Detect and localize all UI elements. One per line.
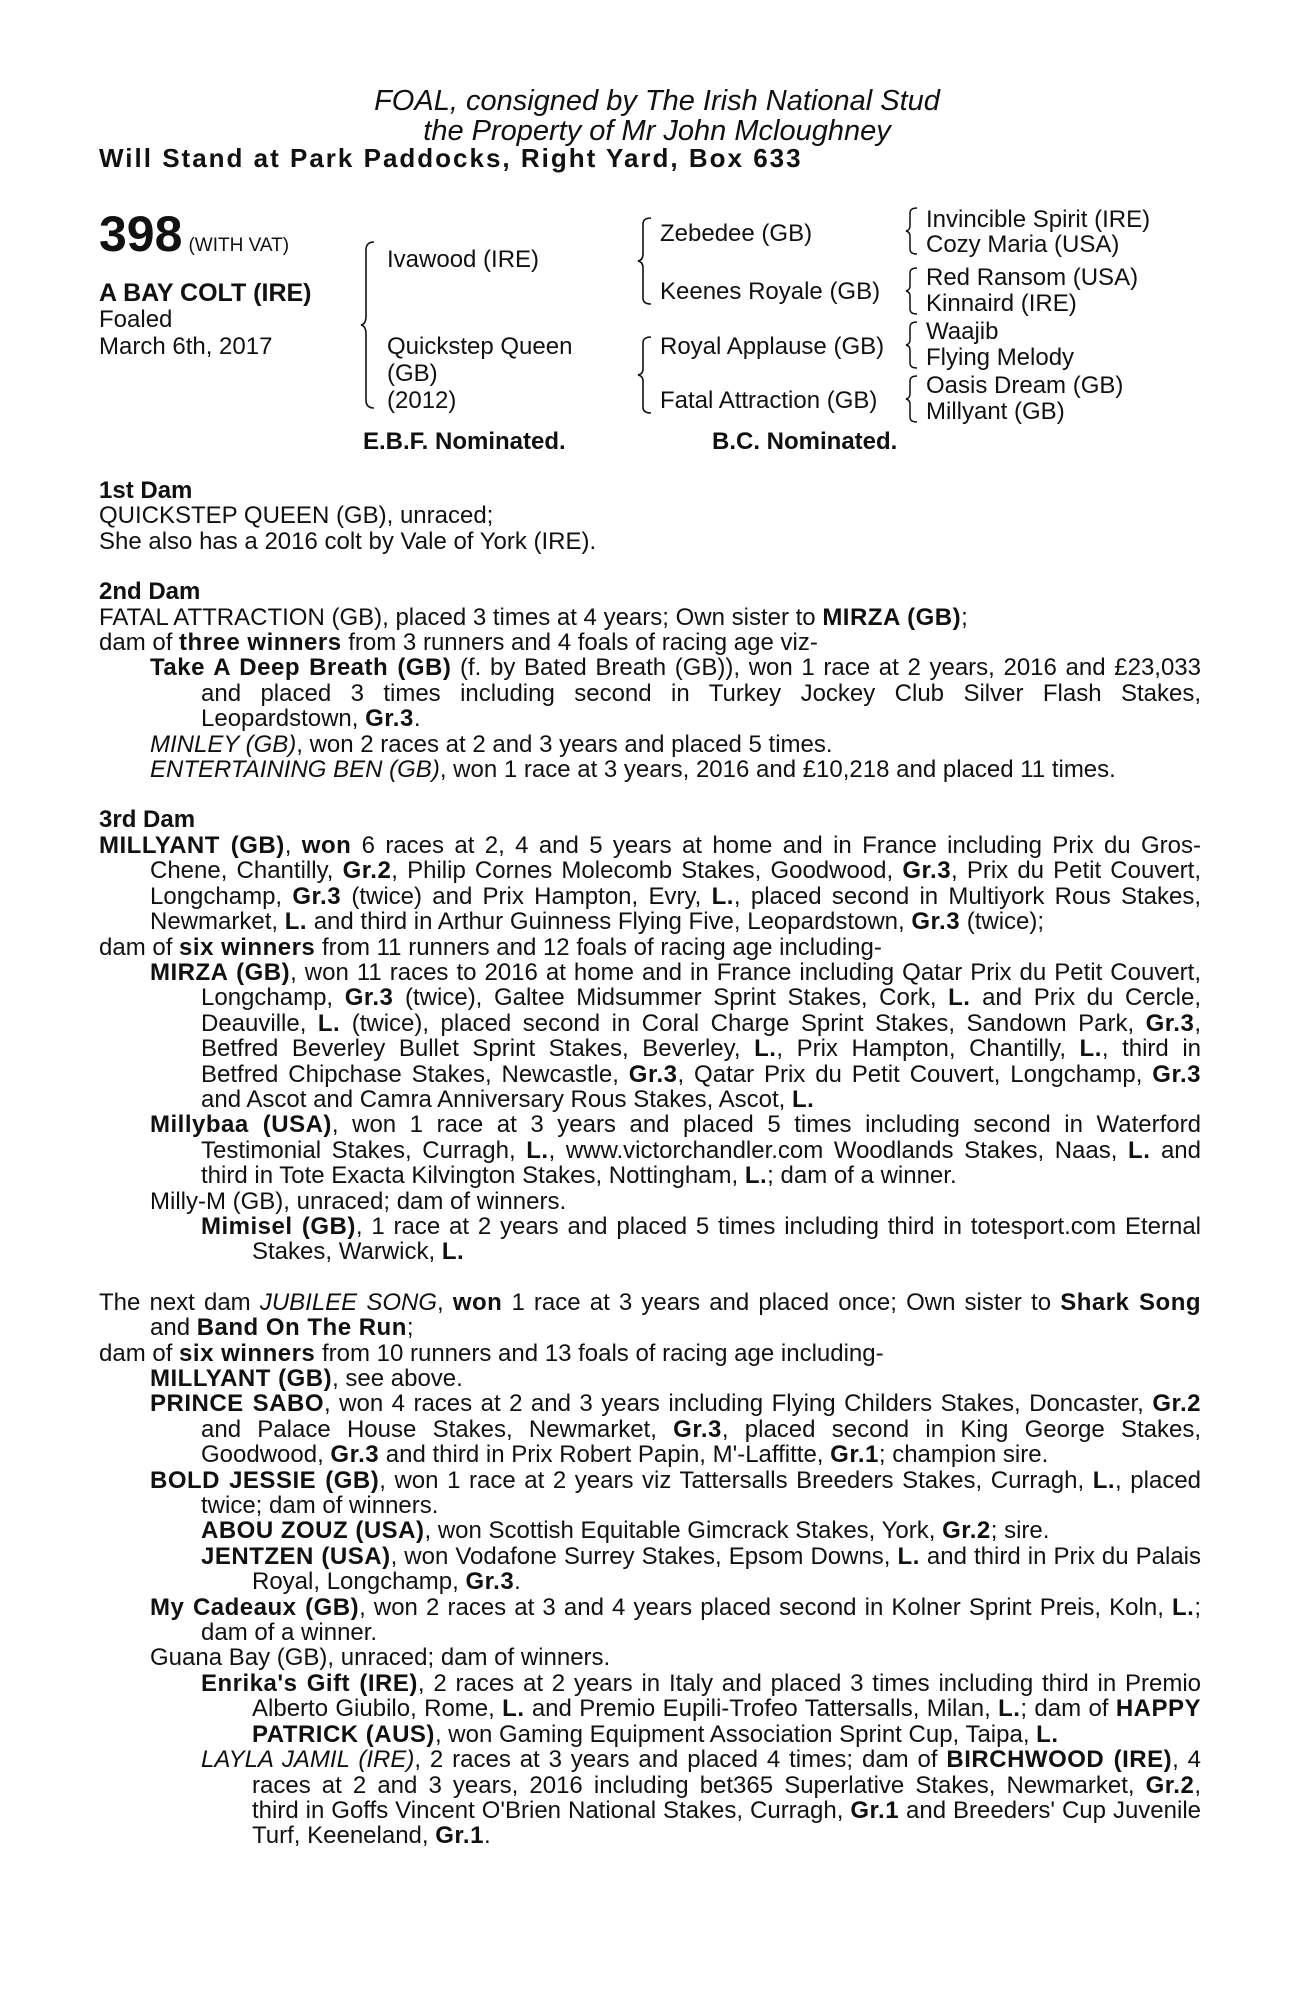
- ebf-nominated: E.B.F. Nominated.: [363, 428, 566, 455]
- produce-minley: MINLEY (GB), won 2 races at 2 and 3 years and placed 5 times.: [150, 730, 833, 758]
- gen3-dsd: Flying Melody: [926, 344, 1075, 371]
- dam-name-line1: Quickstep Queen: [387, 333, 573, 360]
- brace-ds: [905, 320, 921, 370]
- produce-entertaining-ben: ENTERTAINING BEN (GB), won 1 race at 3 years, 2016 and £10,218 and placed 11 times.: [150, 756, 1116, 784]
- produce-my-cadeaux: My Cadeaux (GB), won 2 races at 3 and 4 years placed second in Kolner Sprint Preis, Koln, L.; dam of a winner.: [150, 1593, 1201, 1647]
- second-dam-line1: FATAL ATTRACTION (GB), placed 3 times at 4 years; Own sister to MIRZA (GB);: [99, 603, 968, 631]
- dam-dam: Fatal Attraction (GB): [660, 387, 878, 414]
- sire-name: Ivawood (IRE): [387, 246, 540, 273]
- produce-prince-sabo: PRINCE SABO, won 4 races at 2 and 3 years including Flying Childers Stakes, Doncaster, Gr.2 and Palace House Stakes, Newmarket, Gr.3, placed second in King George Stakes, Goodwood, Gr.3 and third in Prix Robert Papin, M'-Laffitte, Gr.1; champion sire.: [150, 1390, 1202, 1469]
- produce-take-a-deep-breath: Take A Deep Breath (GB) (f. by Bated Breath (GB)), won 1 race at 2 years, 2016 and £23,033 and placed 3 times including second in Turkey Jockey Club Silver Flash Stakes, Leopardstown, Gr.3.: [150, 654, 1202, 733]
- pedigree-brace-sire-side: [637, 216, 657, 306]
- produce-mirza: MIRZA (GB), won 11 races to 2016 at home and in France including Qatar Prix du Petit Couvert, Longchamp, Gr.3 (twice), Galtee Midsummer Sprint Stakes, Cork, L. and Prix du Cercle, Deauville, L. (twice), placed second in Coral Charge Sprint Stakes, Sandown Park, Gr.3, Betfred Beverley Bullet Sprint Stakes, Beverley, L., Prix Hampton, Chantilly, L., third in Betfred Chipchase Stakes, Newcastle, Gr.3, Qatar Prix du Petit Couvert, Longchamp, Gr.3 and Ascot and Camra Anniversary Rous Stakes, Ascot, L.: [150, 958, 1201, 1113]
- brace-ss: [905, 206, 921, 256]
- consignor-line: FOAL, consigned by The Irish National Stud: [374, 85, 940, 117]
- next-dam-section: [99, 1290, 1201, 1849]
- third-dam-produce-summary: dam of six winners from 11 runners and 12 foals of racing age including-: [99, 933, 882, 961]
- produce-millyant: MILLYANT (GB), see above.: [150, 1365, 463, 1392]
- first-dam-section: [99, 478, 1201, 554]
- foaled-label: Foaled: [99, 306, 173, 333]
- first-dam-line1: QUICKSTEP QUEEN (GB), unraced;: [99, 502, 494, 530]
- pedigree-brace-dam-side: [637, 335, 657, 415]
- gen3-dds: Oasis Dream (GB): [926, 372, 1124, 399]
- gen3-dss: Waajib: [926, 318, 999, 345]
- gen3-ddd: Millyant (GB): [926, 398, 1065, 425]
- second-dam-section: [99, 579, 1201, 782]
- produce-layla-jamil: LAYLA JAMIL (IRE), 2 races at 3 years and placed 4 times; dam of BIRCHWOOD (IRE), 4 races at 2 and 3 years, 2016 including bet365 Superlative Stakes, Newmarket, Gr.2, third in Goffs Vincent O'Brien National Stakes, Curragh, Gr.1 and Breeders' Cup Juvenile Turf, Keeneland, Gr.1.: [201, 1746, 1202, 1850]
- first-dam-heading: 1st Dam: [99, 477, 193, 504]
- sire-dam: Keenes Royale (GB): [660, 278, 881, 305]
- second-dam-line2: dam of three winners from 3 runners and 4 foals of racing age viz-: [99, 629, 818, 657]
- vat-label: (WITH VAT): [188, 235, 290, 256]
- produce-abou-zouz: ABOU ZOUZ (USA), won Scottish Equitable Gimcrack Stakes, York, Gr.2; sire.: [201, 1517, 1050, 1545]
- produce-milly-m: Milly-M (GB), unraced; dam of winners.: [150, 1187, 567, 1215]
- foaled-date: March 6th, 2017: [99, 333, 273, 360]
- third-dam-section: [99, 807, 1201, 1264]
- dam-sire: Royal Applause (GB): [660, 333, 885, 360]
- next-dam-jubilee-song: The next dam JUBILEE SONG, won 1 race at 3 years and placed once; Own sister to Shark Song and Band On The Run;: [99, 1288, 1202, 1342]
- location-line: Will Stand at Park Paddocks, Right Yard, Box 633: [99, 143, 803, 173]
- bc-nominated: B.C. Nominated.: [712, 428, 898, 455]
- brace-dd: [905, 374, 921, 424]
- gen3-sds: Red Ransom (USA): [926, 264, 1139, 291]
- produce-bold-jessie: BOLD JESSIE (GB), won 1 race at 2 years viz Tattersalls Breeders Stakes, Curragh, L., placed twice; dam of winners.: [150, 1466, 1202, 1520]
- produce-enrikas-gift: Enrika's Gift (IRE), 2 races at 2 years in Italy and placed 3 times including third in Premio Alberto Giubilo, Rome, L. and Premio Eupili-Trofeo Tattersalls, Milan, L.; dam of HAPPY PATRICK (AUS), won Gaming Equipment Association Sprint Cup, Taipa, L.: [201, 1669, 1202, 1748]
- dam-name-line2: (GB): [387, 360, 438, 387]
- pedigree-brace-gen1: [360, 240, 380, 410]
- gen3-ssd: Cozy Maria (USA): [926, 231, 1120, 258]
- produce-record: [99, 478, 1201, 1849]
- second-dam-heading: 2nd Dam: [99, 578, 201, 606]
- lot-title: A BAY COLT (IRE): [99, 279, 312, 307]
- dam-year: (2012): [387, 387, 457, 414]
- brace-sd: [905, 266, 921, 316]
- third-dam-heading: 3rd Dam: [99, 806, 196, 834]
- produce-guana-bay: Guana Bay (GB), unraced; dam of winners.: [150, 1644, 611, 1672]
- sire-sire: Zebedee (GB): [660, 220, 813, 247]
- gen3-sdd: Kinnaird (IRE): [926, 290, 1077, 317]
- produce-millybaa: Millybaa (USA), won 1 race at 3 years and placed 5 times including second in Waterford Testimonial Stakes, Curragh, L., www.victorchandler.com Woodlands Stakes, Naas, L. and third in Tote Exacta Kilvington Stakes, Nottingham, L.; dam of a winner.: [150, 1111, 1201, 1190]
- property-line: the Property of Mr John Mcloughney: [423, 115, 891, 147]
- first-dam-line2: She also has a 2016 colt by Vale of York (IRE).: [99, 527, 597, 555]
- produce-jentzen: JENTZEN (USA), won Vodafone Surrey Stakes, Epsom Downs, L. and third in Prix du Palais Royal, Longchamp, Gr.3.: [201, 1542, 1201, 1596]
- produce-mimisel: Mimisel (GB), 1 race at 2 years and placed 5 times including third in totesport.com Eternal Stakes, Warwick, L.: [201, 1212, 1201, 1266]
- next-dam-produce-summary: dam of six winners from 10 runners and 13 foals of racing age including-: [99, 1339, 884, 1367]
- lot-number-block: [99, 205, 289, 263]
- gen3-sss: Invincible Spirit (IRE): [926, 206, 1151, 233]
- third-dam-millyant: MILLYANT (GB), won 6 races at 2, 4 and 5 years at home and in France including Prix du Gros-Chene, Chantilly, Gr.2, Philip Cornes Molecomb Stakes, Goodwood, Gr.3, Prix du Petit Couvert, Longchamp, Gr.3 (twice) and Prix Hampton, Evry, L., placed second in Multiyork Rous Stakes, Newmarket, L. and third in Arthur Guinness Flying Five, Leopardstown, Gr.3 (twice);: [99, 831, 1202, 936]
- lot-number: 398: [99, 206, 183, 262]
